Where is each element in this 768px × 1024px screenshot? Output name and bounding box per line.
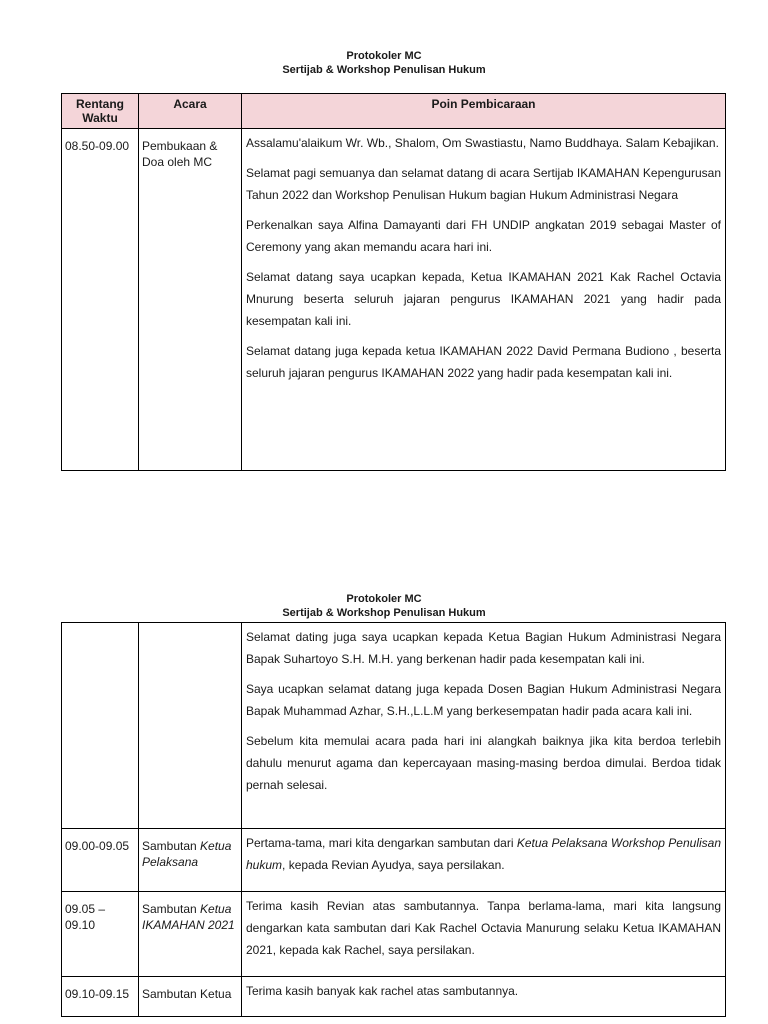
- poin-paragraph: [246, 832, 721, 876]
- page1-header-title: Protokoler MC: [346, 50, 422, 62]
- table-row: [62, 977, 726, 1017]
- row-acara: [139, 623, 242, 829]
- poin-text-italic: Ketua Pelaksana Workshop Penulisan hukum: [246, 836, 721, 872]
- poin-paragraph: Selamat pagi semuanya dan selamat datang di acara Sertijab IKAMAHAN Kepengurusan Tahun 2022 dan Workshop Penulisan Hukum bagian Hukum Administrasi Negara: [246, 166, 721, 202]
- row-time: 09.05 – 09.10: [62, 892, 139, 977]
- poin-paragraph: Saya ucapkan selamat datang juga kepada Dosen Bagian Hukum Administrasi Negara Bapak Muhammad Azhar, S.H.,L.L.M yang berkesempatan hadir pada acara kali ini.: [246, 682, 721, 718]
- acara-text: Sambutan: [142, 839, 201, 853]
- poin-paragraph: Selamat datang juga kepada ketua IKAMAHAN 2022 David Permana Budiono , beserta seluruh jajaran pengurus IKAMAHAN 2022 yang hadir pada kesempatan kali ini.: [246, 344, 721, 380]
- row-acara: [139, 892, 242, 977]
- page2-header-title: Protokoler MC: [346, 593, 422, 605]
- poin-paragraph: Assalamu'alaikum Wr. Wb., Shalom, Om Swastiastu, Namo Buddhaya. Salam Kebajikan.: [246, 136, 719, 150]
- row-poin: [242, 623, 726, 829]
- page2-table: [61, 622, 726, 1017]
- poin-paragraph: Perkenalkan saya Alfina Damayanti dari FH UNDIP angkatan 2019 sebagai Master of Ceremony yang akan memandu acara hari ini.: [246, 218, 721, 254]
- col-header-acara: Acara: [139, 94, 242, 129]
- row-poin: [242, 977, 726, 1017]
- poin-text: Pertama-tama, mari kita dengarkan sambutan dari: [246, 836, 517, 850]
- page1-header-subtitle: Sertijab & Workshop Penulisan Hukum: [282, 64, 486, 76]
- page2-header-subtitle: Sertijab & Workshop Penulisan Hukum: [282, 607, 486, 619]
- poin-paragraph: Sebelum kita memulai acara pada hari ini alangkah baiknya jika kita berdoa terlebih dahulu menurut agama dan kepercayaan masing-masing berdoa dimulai. Berdoa tidak pernah selesai.: [246, 734, 721, 792]
- table-row: [62, 892, 726, 977]
- poin-paragraph: Selamat datang saya ucapkan kepada, Ketua IKAMAHAN 2021 Kak Rachel Octavia Mnurung beserta seluruh jajaran pengurus IKAMAHAN 2021 yang hadir pada kesempatan kali ini.: [246, 270, 721, 328]
- page2-header: [0, 592, 768, 620]
- col-header-time: Rentang Waktu: [62, 94, 139, 129]
- poin-paragraph: Terima kasih Revian atas sambutannya. Tanpa berlama-lama, mari kita langsung dengarkan kata sambutan dari Kak Rachel Octavia Manurung selaku Ketua IKAMAHAN 2021, kepada kak Rachel, saya persilakan.: [246, 899, 721, 957]
- table-row: [62, 829, 726, 892]
- poin-paragraph: Selamat dating juga saya ucapkan kepada Ketua Bagian Hukum Administrasi Negara Bapak Suhartoyo S.H. M.H. yang berkenan hadir pada kesempatan kali ini.: [246, 630, 721, 666]
- row-acara: Pembukaan & Doa oleh MC: [139, 129, 242, 471]
- acara-text-italic: Ketua Pelaksana: [142, 839, 232, 869]
- row-time: [62, 623, 139, 829]
- acara-text: Sambutan: [142, 902, 201, 916]
- poin-text: , kepada Revian Ayudya, saya persilakan.: [282, 858, 505, 872]
- page1-table: [61, 93, 726, 471]
- row-poin: [242, 129, 726, 471]
- row-time: 08.50-09.00: [62, 129, 139, 471]
- table-row: [62, 623, 726, 829]
- acara-text-italic: Ketua IKAMAHAN 2021: [142, 902, 235, 932]
- table-header-row: [62, 94, 726, 129]
- row-time: 09.10-09.15: [62, 977, 139, 1017]
- col-header-poin: Poin Pembicaraan: [242, 94, 726, 129]
- row-poin: [242, 892, 726, 977]
- page1-header: [0, 49, 768, 77]
- row-acara: [139, 829, 242, 892]
- row-time: 09.00-09.05: [62, 829, 139, 892]
- table-row: [62, 129, 726, 471]
- row-acara: Sambutan Ketua: [139, 977, 242, 1017]
- poin-paragraph: Terima kasih banyak kak rachel atas sambutannya.: [246, 984, 519, 998]
- row-poin: [242, 829, 726, 892]
